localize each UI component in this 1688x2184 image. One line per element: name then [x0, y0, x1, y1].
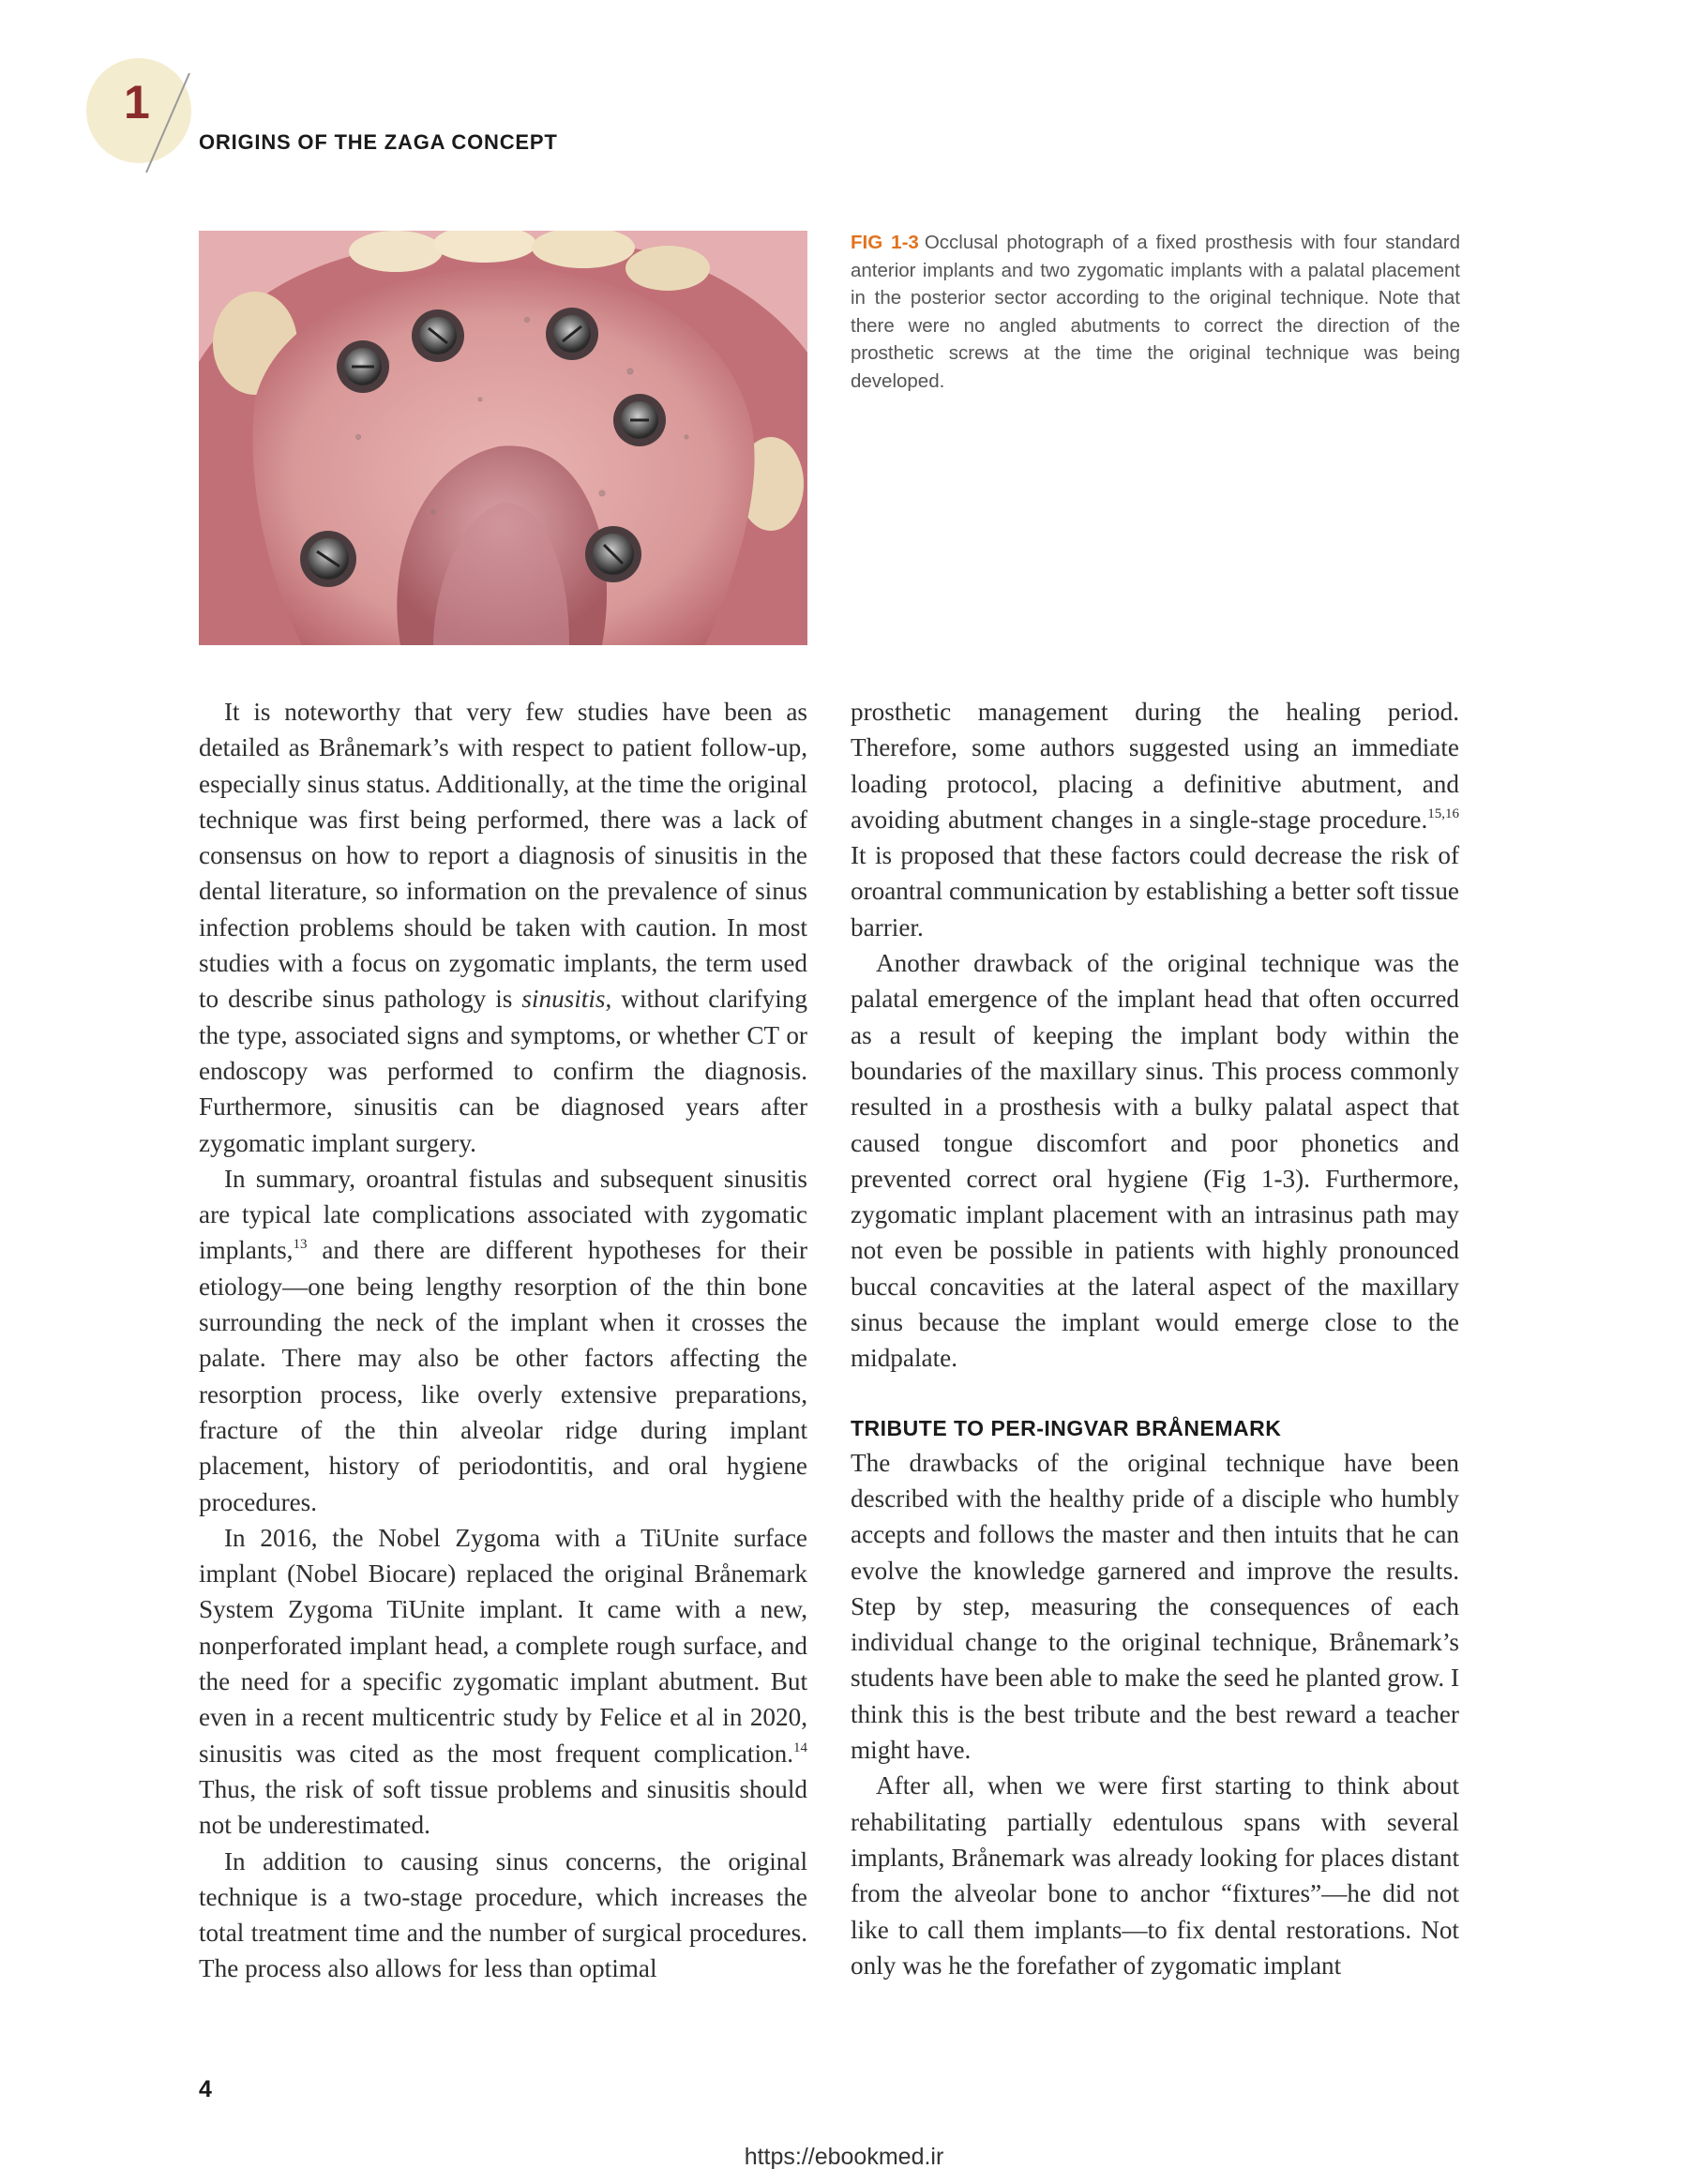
figure-photo	[199, 231, 807, 645]
figure-label: FIG 1-3	[851, 232, 919, 253]
occlusal-photo-illustration	[199, 231, 807, 645]
figure-caption-text: Occlusal photograph of a fixed prosthesis with four standard anterior implants and two zygomatic implants with a palatal placement in the posterior sector according to the original technique. Note that there were no angled abutments to correct the direction of the prosthetic screws at the time the original technique was being developed.	[851, 232, 1460, 392]
paragraph: In summary, oroantral fistulas and subsequent sinusitis are typical late complications associated with zygomatic implants,$^{13}$ and there are different hypotheses for their etiology—one being lengthy resorption of the thin bone surrounding the neck of the implant when it crosses the palate. There may also be other factors affecting the resorption process, like overly extensive preparations, fracture of the thin alveolar ridge during implant placement, history of periodontitis, and oral hygiene procedures.	[199, 1164, 807, 1516]
page-number: 4	[199, 2076, 212, 2102]
left-column	[199, 694, 807, 1987]
watermark-url: https://ebookmed.ir	[744, 2144, 944, 2170]
reference-superscript: 15,16	[1427, 806, 1459, 821]
paragraph: In 2016, the Nobel Zygoma with a TiUnite surface implant (Nobel Biocare) replaced the original Brånemark System Zygoma TiUnite implant. It came with a new, nonperforated implant head, a complete rough surface, and the need for a specific zygomatic implant abutment. But even in a recent multicentric study by Felice et al in 2020, sinusitis was cited as the most frequent complication.$^{14}$ Thus, the risk of soft tissue problems and sinusitis should not be underestimated.	[199, 1523, 807, 1840]
paragraph: Another drawback of the original technique was the palatal emergence of the implant head that often occurred as a result of keeping the implant body within the boundaries of the maxillary sinus. This process commonly resulted in a prosthesis with a bulky palatal aspect that caused tongue discomfort and poor phonetics and prevented correct oral hygiene (Fig 1-3). Furthermore, zygomatic implant placement with an intrasinus path may not even be possible in patients with highly pronounced buccal concavities at the lateral aspect of the maxillary sinus because the implant would emerge close to the midpalate.	[851, 949, 1459, 1373]
reference-superscript: 13	[293, 1237, 308, 1253]
paragraph: In addition to causing sinus concerns, the original technique is a two-stage procedure, which increases the total treatment time and the number of surgical procedures. The process also allows for less than optimal	[199, 1846, 807, 1983]
chapter-divider-slash	[141, 71, 197, 174]
section-heading: TRIBUTE TO PER-INGVAR BRÅNEMARK	[851, 1415, 1282, 1440]
paragraph: After all, when we were first starting to think about rehabilitating partially edentulous spans with several implants, Brånemark was already looking for places distant from the alveolar bone to anchor “fixtures”—he did not like to call them implants—to fix dental restorations. Not only was he the forefather of zygomatic implant	[851, 1771, 1459, 1980]
paragraph: It is noteworthy that very few studies have been as detailed as Brånemark’s with respect to patient follow-up, especially sinus status. Additionally, at the time the original technique was first being performed, there was a lack of consensus on how to report a diagnosis of sinusitis in the dental literature, so information on the prevalence of sinus infection problems should be taken with caution. In most studies with a focus on zygomatic implants, the term used to describe sinus pathology is sinusitis, without clarifying the type, associated signs and symptoms, or whether CT or endoscopy was performed to confirm the diagnosis. Furthermore, sinusitis can be diagnosed years after zygomatic implant surgery.	[199, 698, 807, 1157]
paragraph: prosthetic management during the healing period. Therefore, some authors suggested using an immediate loading protocol, placing a definitive abutment, and avoiding abutment changes in a single-stage procedure.$^{15,16}$ It is proposed that these factors could decrease the risk of oroantral communication by establishing a better soft tissue barrier.	[851, 698, 1459, 941]
right-column	[851, 694, 1459, 1983]
running-head: ORIGINS OF THE ZAGA CONCEPT	[199, 130, 558, 154]
emphasis-term: sinusitis	[521, 985, 606, 1014]
reference-superscript: 14	[793, 1740, 807, 1755]
paragraph: The drawbacks of the original technique have been described with the healthy pride of a disciple who humbly accepts and follows the master and then intuits that he can evolve the knowledge garnered and improve the results. Step by step, measuring the consequences of each individual change to the original technique, Brånemark’s students have been able to make the seed he planted grow. I think this is the best tribute and the best reward a teacher might have.	[851, 1448, 1459, 1765]
figure-caption	[851, 229, 1460, 395]
chapter-number: 1	[124, 76, 150, 128]
